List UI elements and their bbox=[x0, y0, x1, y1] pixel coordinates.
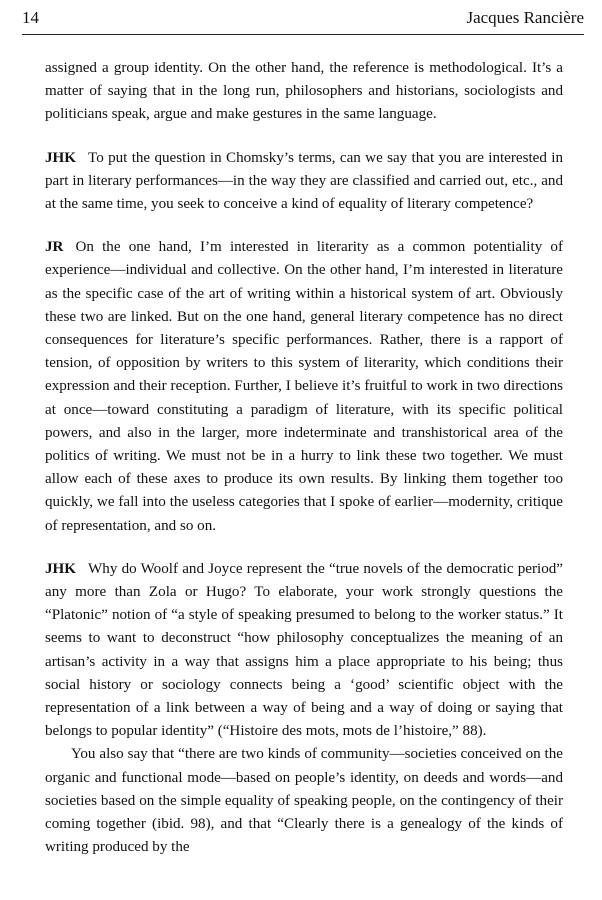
question-paragraph-continued bbox=[45, 743, 563, 859]
paragraph-text: Why do Woolf and Joyce represent the “true novels of the democratic period” any more than Zola or Hugo? To elaborate, your work strongly questions the “Platonic” notion of “a style of speaking presumed to belong to the worker status.” It seems to want to deconstruct “how philosophy conceptualizes the meaning of an artisan’s activity in a way that assigns him a place appropriate to his being; thus social history or sociology connects being a ‘good’ scientific object with the representation of a link between a way of being and a way of doing or saying that belongs to popular identity” (“Histoire des mots, mots de l’histoire,” 88). bbox=[45, 560, 563, 740]
speaker-label: JHK bbox=[45, 560, 77, 577]
paragraph-text: To put the question in Chomsky’s terms, can we say that you are interested in part in literary performances—in the way they are classified and carried out, etc., and at the same time, you seek to conceive a kind of equality of literary competence? bbox=[45, 149, 563, 213]
question-paragraph bbox=[45, 147, 563, 217]
paragraph-text: On the one hand, I’m interested in literarity as a common potentiality of experience—individual and collective. On the other hand, I’m interested in literature as the specific case of the art of writing within a historical system of art. Obviously these two are linked. But on the one hand, general literary competence has no direct consequences for literature’s specific performances. Rather, there is a rapport of tension, of opposition by writers to this system of literarity, which conditions their expression and their reception. Further, I believe it’s fruitful to work in two directions at once—toward constituting a paradigm of literature, with its specific political powers, and also in the larger, more indeterminate and transhistorical area of the politics of writing. We must not be in a hurry to link these two together. We must allow each of these axes to produce its own results. By linking them together too quickly, we fall into the useless categories that I spoke of earlier—modernity, critique of representation, and so on. bbox=[45, 239, 563, 534]
paragraph-continuation bbox=[45, 57, 563, 127]
paragraph-text: assigned a group identity. On the other hand, the reference is methodological. It’s a matter of saying that in the long run, philosophers and historians, sociologists and politicians speak, argue and make gestures in the same language. bbox=[45, 60, 563, 123]
speaker-label: JHK bbox=[45, 149, 77, 166]
body-text bbox=[45, 57, 563, 860]
page-header bbox=[22, 6, 584, 35]
running-head: Jacques Rancière bbox=[466, 8, 584, 27]
question-paragraph bbox=[45, 558, 563, 744]
answer-paragraph bbox=[45, 236, 563, 538]
paragraph-text: You also say that “there are two kinds of community—societies conceived on the organic and functional mode—based on people’s identity, on deeds and words—and societies based on the simple equality of speaking people, on the contingency of their coming together (ibid. 98), and that “Clearly there is a genealogy of the kinds of writing produced by the bbox=[45, 746, 563, 856]
speaker-label: JR bbox=[45, 239, 64, 256]
page-number: 14 bbox=[22, 8, 39, 27]
